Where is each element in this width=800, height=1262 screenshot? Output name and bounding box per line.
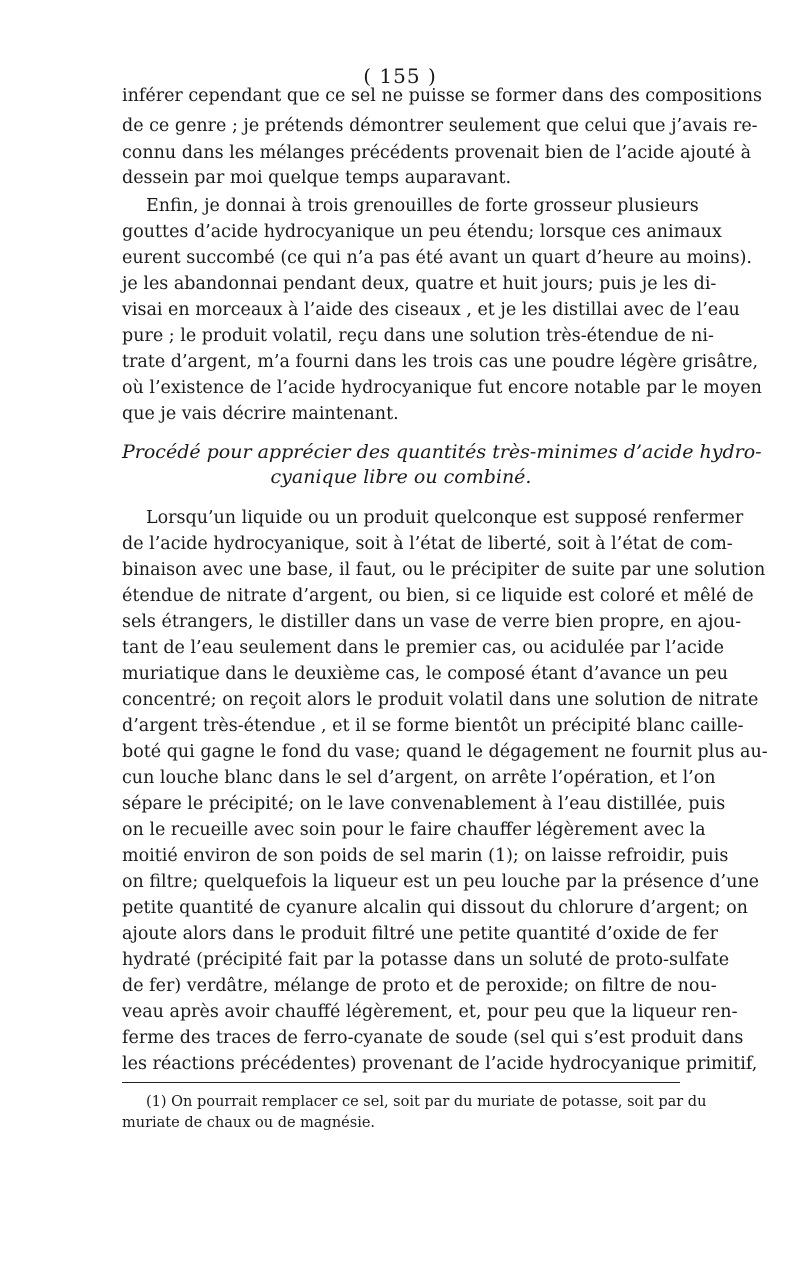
text-line: que je vais décrire maintenant.	[122, 404, 399, 424]
text-line: de fer) verdâtre, mélange de proto et de peroxide; on filtre de nou-	[122, 976, 717, 996]
text-line: petite quantité de cyanure alcalin qui dissout du chlorure d’argent; on	[122, 898, 748, 918]
text-line: eurent succombé (ce qui n’a pas été avant un quart d’heure au moins).	[122, 248, 752, 268]
text-line: je les abandonnai pendant deux, quatre et huit jours; puis je les di-	[122, 274, 717, 294]
text-line: on filtre; quelquefois la liqueur est un peu louche par la présence d’une	[122, 872, 759, 892]
text-line: de l’acide hydrocyanique, soit à l’état de liberté, soit à l’état de com-	[122, 534, 733, 554]
text-line: d’argent très-étendue , et il se forme bientôt un précipité blanc caille-	[122, 716, 744, 736]
text-line: muriatique dans le deuxième cas, le composé étant d’avance un peu	[122, 664, 728, 684]
footnote-line: muriate de chaux ou de magnésie.	[122, 1115, 376, 1131]
section-heading: cyanique libre ou combiné.	[270, 466, 532, 488]
text-line: trate d’argent, m’a fourni dans les trois cas une poudre légère grisâtre,	[122, 352, 759, 372]
section-heading: Procédé pour apprécier des quantités très-minimes d’acide hydro-	[122, 441, 762, 463]
text-line: dessein par moi quelque temps auparavant.	[122, 168, 512, 188]
text-line: binaison avec une base, il faut, ou le précipiter de suite par une solution	[122, 560, 766, 580]
text-line: visai en morceaux à l’aide des ciseaux , et je les distillai avec de l’eau	[122, 300, 740, 320]
text-line: on le recueille avec soin pour le faire chauffer légèrement avec la	[122, 820, 706, 840]
text-line: concentré; on reçoit alors le produit volatil dans une solution de nitrate	[122, 690, 759, 710]
text-line: étendue de nitrate d’argent, ou bien, si ce liquide est coloré et mêlé de	[122, 586, 754, 606]
text-line: connu dans les mélanges précédents provenait bien de l’acide ajouté à	[122, 143, 752, 163]
footnote-rule	[122, 1082, 680, 1083]
text-line: inférer cependant que ce sel ne puisse se former dans des compositions	[122, 86, 762, 106]
text-line: de ce genre ; je prétends démontrer seulement que celui que j’avais re-	[122, 116, 758, 136]
page-number: ( 155 )	[363, 64, 437, 88]
text-line: veau après avoir chauffé légèrement, et, pour peu que la liqueur ren-	[122, 1002, 738, 1022]
text-line: ferme des traces de ferro-cyanate de soude (sel qui s’est produit dans	[122, 1028, 744, 1048]
text-line: gouttes d’acide hydrocyanique un peu étendu; lorsque ces animaux	[122, 222, 722, 242]
text-line: Enfin, je donnai à trois grenouilles de forte grosseur plusieurs	[146, 196, 699, 216]
text-line: ajoute alors dans le produit filtré une petite quantité d’oxide de fer	[122, 924, 718, 944]
text-line: où l’existence de l’acide hydrocyanique fut encore notable par le moyen	[122, 378, 762, 398]
text-line: cun louche blanc dans le sel d’argent, on arrête l’opération, et l’on	[122, 768, 716, 788]
text-line: pure ; le produit volatil, reçu dans une solution très-étendue de ni-	[122, 326, 714, 346]
text-line: tant de l’eau seulement dans le premier cas, ou acidulée par l’acide	[122, 638, 724, 658]
text-line: boté qui gagne le fond du vase; quand le dégagement ne fournit plus au-	[122, 742, 768, 762]
text-line: les réactions précédentes) provenant de l’acide hydrocyanique primitif,	[122, 1054, 758, 1074]
text-line: moitié environ de son poids de sel marin (1); on laisse refroidir, puis	[122, 846, 729, 866]
text-line: Lorsqu’un liquide ou un produit quelconque est supposé renfermer	[146, 508, 744, 528]
footnote-line: (1) On pourrait remplacer ce sel, soit par du muriate de potasse, soit par du	[146, 1094, 707, 1110]
text-line: sels étrangers, le distiller dans un vase de verre bien propre, en ajou-	[122, 612, 742, 632]
text-line: sépare le précipité; on le lave convenablement à l’eau distillée, puis	[122, 794, 726, 814]
text-line: hydraté (précipité fait par la potasse dans un soluté de proto-sulfate	[122, 950, 730, 970]
